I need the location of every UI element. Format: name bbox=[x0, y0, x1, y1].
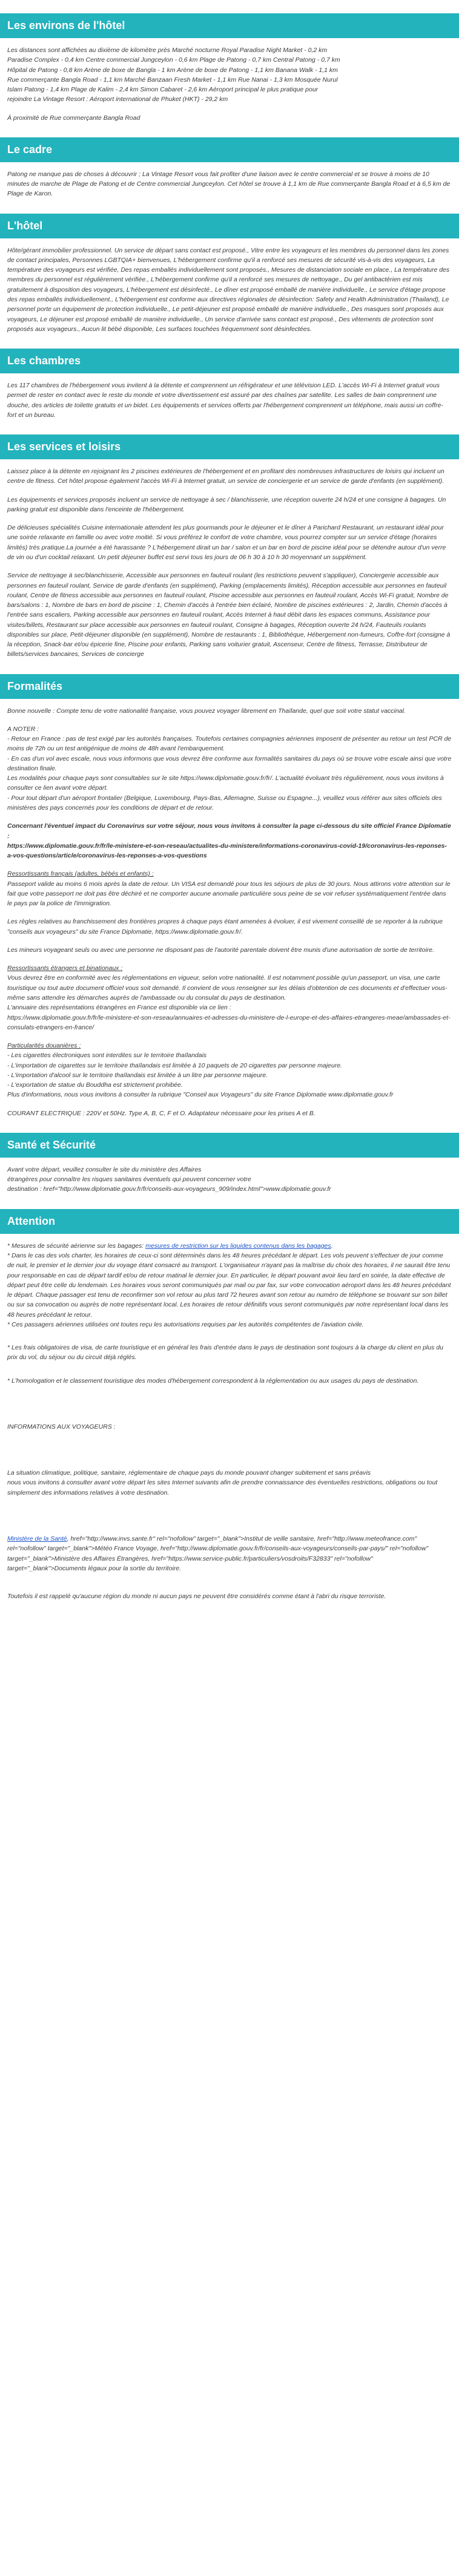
services-text-1: Laissez place à la détente en rejoignant les 2 piscines extérieures de l'hébergement et en profitant des nombreuses infrastructures de loisirs qui incluent un centre de fitness. Cet hôtel propose également l'accès Wi-Fi à Internet gratuit, un service de conciergerie et un service de garde d'enfants (en supplément). bbox=[7, 468, 444, 485]
sante-header: Santé et Sécurité bbox=[0, 1133, 459, 1158]
attention-text-6 bbox=[7, 1534, 452, 1573]
attention-links-text: , href="http://www.invs.sante.fr" rel="nofollow" target="_blank">Institut de veille sanitaire, href="http://www.meteofrance.com" rel="nofollow" target="_blank">Météo France Voyage, href="http://www.diplomatie.gouv.fr/fr/conseils-aux-voyageurs/conseils-par-pays/" rel="nofollow" target="_blank">Ministère des Affaires Étrangères, href="https://www.service-public.fr/particuliers/vosdroits/F32833" rel="nofollow" target="_blank">Documents légaux pour la sortie du territoire. bbox=[7, 1535, 429, 1572]
attention-text-5: La situation climatique, politique, sanitaire, réglementaire de chaque pays du monde pouvant changer subitement et sans préavis nous vous invitons à consulter avant votre départ les sites Internet suivants afin de prendre connaissance des éventuelles restrictions, obligations ou tout simplement des informations relatives à votre destination. bbox=[7, 1469, 438, 1496]
formalites-text-2: A NOTER : - Retour en France : pas de test exigé par les autorités françaises. Toutefois certaines compagnies aériennes imposent de présenter au retour un test PCR de moins de 72h ou un test antigénique de moins de 48h avant l'embarquement. - En cas d'un vol avec escale, nous vous informons que vous devrez être conforme aux formalités sanitaires du pays où se trouve votre escale ainsi que votre destination finale. Les modalités pour chaque pays sont consultables sur le site https://www.diplomatie.gouv.fr/fr/. L'actualité évoluant très régulièrement, nous vous invitons à consulter ce lien avant votre départ. - Pour tout départ d'un aéroport frontalier (Belgique, Luxembourg, Pays-Bas, Allemagne, Suisse ou Espagne...), veuillez vous référer aux sites officiels des ministères des pays concernés pour les conditions de départ et de retour. bbox=[7, 725, 452, 812]
attention-security-prefix: * Mesures de sécurité aérienne sur les bagages: bbox=[7, 1242, 146, 1250]
services-header: Les services et loisirs bbox=[0, 434, 459, 459]
chambres-header: Les chambres bbox=[0, 349, 459, 373]
formalites-customs-block bbox=[7, 1041, 452, 1100]
attention-text-4: INFORMATIONS AUX VOYAGEURS : bbox=[7, 1423, 116, 1431]
formalites-foreign-block bbox=[7, 963, 452, 1032]
formalites-foreign-heading: Ressortissants étrangers et binationaux : bbox=[7, 965, 123, 972]
hotel-section bbox=[0, 214, 459, 334]
hotel-content bbox=[0, 246, 459, 334]
chambres-content bbox=[0, 381, 459, 420]
attention-text-1 bbox=[7, 1241, 452, 1329]
sante-text: Avant votre départ, veuillez consulter le site du ministère des Affaires étrangères pour connaître les risques sanitaires éventuels qui peuvent concerner votre destination : href="http://www.diplomatie.gouv.fr/fr/conseils-aux-voyageurs_909/index.html">www.diplomatie.gouv.fr bbox=[7, 1165, 331, 1193]
formalites-text-6: Les mineurs voyageant seuls ou avec une personne ne disposant pas de l'autorité parentale doivent être munis d'une autorisation de sortie de territoire. bbox=[7, 946, 435, 954]
formalites-header: Formalités bbox=[0, 674, 459, 699]
environs-distances: Les distances sont affichées au dixième de kilomètre près Marché nocturne Royal Paradise Night Market - 0,2 km Paradise Complex - 0,4 km Centre commercial Jungceylon - 0,6 km Plage de Patong - 0,7 km Central Patong - 0,7 km Hôpital de Patong - 0,8 km Arène de boxe de Bangla - 1 km Arène de boxe de Patong - 1,1 km Banana Walk - 1,1 km Rue commerçante Bangla Road - 1,1 km Marché Banzaan Fresh Market - 1,1 km Rue Nanai - 1,3 km Mosquée Nurul Islam Patong - 1,4 km Plage de Kalim - 2,4 km Simon Cabaret - 2,6 km Aéroport principal le plus pratique pour rejoindre La Vintage Resort : Aéroport international de Phuket (HKT) - 29,2 km bbox=[7, 47, 340, 103]
formalites-covid-notice: Concernant l'éventuel impact du Coronavirus sur votre séjour, nous vous invitons à consulter la page ci-dessous du site officiel France Diplomatie : https://www.diplomatie.gouv.fr/fr/le-ministere-et-son-reseau/actualites-du-ministere/informations-coronavirus-covid-19/coronavirus-les-reponses-a-vos-questions/article/coronavirus-les-reponses-a-vos-questions bbox=[7, 822, 451, 860]
sante-section bbox=[0, 1133, 459, 1195]
environs-section bbox=[0, 13, 459, 123]
formalites-french-heading: Ressortissants français (adultes, bébés et enfants) : bbox=[7, 870, 154, 878]
formalites-customs-text: - Les cigarettes électroniques sont interdites sur le territoire thaïlandais - L'importation de cigarettes sur le territoire thaïlandais est limitée à 10 paquets de 20 cigarettes par personne majeure. - L'importation d'alcool sur le territoire thaïlandais est limitée à un litre par personne majeure. - L'exportation de statue du Bouddha est strictement prohibée. Plus d'informations, nous vous invitons à consulter la rubrique "Conseil aux Voyageurs" du site France Diplomatie www.diplomatie.gouv.fr bbox=[7, 1052, 394, 1099]
cadre-content bbox=[0, 169, 459, 199]
services-text-4: Service de nettoyage à sec/blanchisserie, Accessible aux personnes en fauteuil roulant (les restrictions peuvent s'appliquer), Conciergerie accessible aux personnes en fauteuil roulant, Service de garde d'enfants (en supplément), Parking (emplacements limités), Réception accessible aux personnes en fauteuil roulant, Centre de fitness accessible aux personnes en fauteuil roulant, Piscine accessible aux personnes en fauteuil roulant, Accès Wi-Fi gratuit, Nombre de bars/salons : 1, Nombre de bars en bord de piscine : 1, Chemin d'accès à l'entrée bien éclairé, Nombre de piscines extérieures : 2, Jardin, Chemin d'accès à l'entrée sans escaliers, Parking accessible aux personnes en fauteuil roulant, Accès Internet à haut débit dans les espaces communs, Assistance pour visites/billets, Restaurant sur place accessible aux personnes en fauteuil roulant, Consigne à bagages, Réception ouverte 24 h/24, Fauteuils roulants disponibles sur place, Petit-déjeuner disponible (en supplément), Nombre de restaurants : 1, Bibliothèque, Hébergement non-fumeurs, Coffre-fort (consigne à la réception, Snack-bar et/ou épicerie fine, Piscine pour enfants, Parking sans voiturier gratuit, Ascenseur, Centre de fitness, Terrasse, Distributeur de billets/services bancaires, Services de concierge bbox=[7, 572, 451, 658]
attention-section bbox=[0, 1209, 459, 1602]
cadre-text: Patong ne manque pas de choses à découvrir ; La Vintage Resort vous fait profiter d'une liaison avec le centre commercial et se trouve à moins de 10 minutes de marche de Plage de Patong et de Centre commercial Jungceylon. Cet hôtel se trouve à 1,1 km de Rue commerçante Bangla Road et à 6,5 km de Plage de Karon. bbox=[7, 170, 451, 198]
attention-content bbox=[0, 1241, 459, 1602]
cadre-section bbox=[0, 137, 459, 199]
formalites-customs-heading: Particularités douanières : bbox=[7, 1042, 81, 1050]
liquids-restriction-link[interactable]: mesures de restriction sur les liquides contenus dans les bagages bbox=[145, 1242, 331, 1250]
attention-text-7: Toutefois il est rappelé qu'aucune région du monde ni aucun pays ne peuvent être considérés comme étant à l'abri du risque terroriste. bbox=[7, 1593, 386, 1601]
chambres-section bbox=[0, 349, 459, 420]
hotel-header: L'hôtel bbox=[0, 214, 459, 238]
formalites-text-1: Bonne nouvelle : Compte tenu de votre nationalité française, vous pouvez voyager librement en Thaïlande, quel que soit votre statut vaccinal. bbox=[7, 707, 406, 715]
services-text-2: Les équipements et services proposés incluent un service de nettoyage à sec / blanchisserie, une réception ouverte 24 h/24 et une consigne à bagages. Un parking gratuit est disponible dans l'enceinte de l'hébergement. bbox=[7, 496, 446, 513]
environs-content bbox=[0, 45, 459, 123]
formalites-foreign-text: Vous devrez être en conformité avec les réglementations en vigueur, selon votre nationalité. Il est notamment possible qu'un passeport, un visa, une carte touristique ou tout autre document officiel vous soit demandé. Il convient de vous renseigner sur les délais d'obtention de ces documents et d'effectuer vous-même sans attendre les démarches auprès de l'ambassade ou du consulat du pays de destination. L'annuaire des représentations étrangères en France est disponible via ce lien : https://www.diplomatie.gouv.fr/fr/le-ministere-et-son-reseau/annuaires-et-adresses-du-ministere-de-l-europe-et-des-affaires-etrangeres-meae/ambassades-et-consulats-etrangers-en-france/ bbox=[7, 974, 451, 1031]
formalites-content bbox=[0, 706, 459, 1118]
formalites-section bbox=[0, 674, 459, 1118]
sante-content bbox=[0, 1165, 459, 1195]
attention-header: Attention bbox=[0, 1209, 459, 1234]
hotel-info-page bbox=[0, 13, 459, 1601]
environs-header: Les environs de l'hôtel bbox=[0, 13, 459, 38]
formalites-french-block bbox=[7, 869, 452, 908]
formalites-french-text: Passeport valide au moins 6 mois après la date de retour. Un VISA est demandé pour tous les séjours de plus de 30 jours. Nous attirons votre attention sur le fait que votre passeport ne doit pas être déchiré et ne comporter aucune anomalie particulière sous peine de se voir refuser systématiquement l'entrée dans le pays par la police de l'immigration. bbox=[7, 880, 451, 908]
ministere-sante-link[interactable]: Ministère de la Santé bbox=[7, 1535, 67, 1542]
attention-charter-text: . * Dans le cas des vols charter, les horaires de ceux-ci sont déterminés dans les 48 heures précédant le départ. Les vols peuvent s'effectuer de jour comme de nuit, le premier et le dernier jour du voyage étant consacré au transport. L'organisateur n'ayant pas la maîtrise du choix des horaires, il ne saurait être tenu pour responsable en cas de départ tardif et/ou de retour matinal le dernier jour. En particulier, le départ pouvant avoir lieu tard en soirée, la date effective de départ peut être celle du lendemain. Les horaires vous seront communiqués par mail ou par fax, sur votre convocation aéroport dans les 48 heures précédant le départ. Chaque passager est tenu de reconfirmer son vol retour au plus tard 72 heures avant son retour au numéro de téléphone se trouvant sur son billet ou sur sa convocation ou auprès de notre représentant local. Les horaires de retour définitifs vous seront communiqués par notre représentant local dans les 48 heures précédant le retour. * Ces passagers aériennes utilisées ont toutes reçu les autorisations requises par les autorités compétentes de l'aviation civile. bbox=[7, 1242, 451, 1328]
formalites-electric: COURANT ELECTRIQUE : 220V et 50Hz. Type A, B, C, F et O. Adaptateur nécessaire pour les prises A et B. bbox=[7, 1109, 315, 1117]
attention-text-2: * Les frais obligatoires de visa, de carte touristique et en général les frais d'entrée dans le pays de destination sont toujours à la charge du client en plus du prix du vol, du séjour ou du circuit déjà réglés. bbox=[7, 1344, 443, 1362]
services-content bbox=[0, 467, 459, 660]
environs-proximity: À proximité de Rue commerçante Bangla Road bbox=[7, 114, 140, 122]
hotel-text: Hôte/gérant immobilier professionnel. Un service de départ sans contact est proposé., Vitre entre les voyageurs et les membres du personnel dans les zones de contact principales, Personnes LGBTQIA+ bienvenues, L'hébergement confirme qu'il a renforcé ses mesures de sécurité vis-à-vis des voyageurs, La température des voyageurs est vérifiée, Des repas emballés individuellement sont proposés., Mesures de distanciation sociale en place., La température des membres du personnel est régulièrement vérifiée., L'hébergement confirme qu'il a renforcé ses mesures de nettoyage., Du gel antibactérien est mis gratuitement à disposition des voyageurs, L'hébergement est désinfecté., Le dîner est proposé emballé de manière individuelle., Le service d'étage propose des repas emballés individuellement., L'hébergement est conforme aux directives régionales de désinfection: Safety and Health Administration (Thailand), Le personnel porte un équipement de protection individuelle., Le petit-déjeuner est proposé emballé de manière individuelle., Des masques sont proposés aux voyageurs, Le déjeuner est proposé emballé de manière individuelle., Un service d'arrivée sans contact est proposé., Des vêtements de protection sont proposés aux voyageurs., Aucun lit bébé disponible, Les surfaces touchées fréquemment sont désinfectées. bbox=[7, 246, 450, 333]
cadre-header: Le cadre bbox=[0, 137, 459, 162]
services-section bbox=[0, 434, 459, 660]
attention-text-3: * L'homologation et le classement touristique des modes d'hébergement correspondent à la réglementation ou aux usages du pays de destination. bbox=[7, 1377, 419, 1385]
formalites-text-5: Les règles relatives au franchissement des frontières propres à chaque pays étant amenées à évoluer, il est vivement conseillé de se reporter à la rubrique "conseils aux voyageurs" du site France Diplomatie, https://www.diplomatie.gouv.fr/. bbox=[7, 918, 443, 936]
services-text-3: De délicieuses spécialités Cuisine internationale attendent les plus gourmands pour le déjeuner et le dîner à Parichard Restaurant, un restaurant idéal pour une soirée relaxante en famille ou avec votre moitié. Si vous préférez le confort de votre chambre, vous pourrez compter sur un service d'étage (horaires limités) très pratique.La journée a été harassante ? L'hébergement dirait un bar / salon et un bar en bord de piscine idéal pour se détendre autour d'un verre de vin ou d'un cocktail relaxant. Un petit déjeuner buffet est servi tous les jours de 06 h 30 à 10 h 30 moyennant un supplément. bbox=[7, 524, 446, 561]
chambres-text: Les 117 chambres de l'hébergement vous invitent à la détente et comprennent un réfrigérateur et une télévision LED. L'accès Wi-Fi à Internet gratuit vous permet de rester en contact avec le reste du monde et votre divertissement est assuré par des chaînes par satellite. Les salles de bain comprennent une douche, des articles de toilette gratuits et un bidet. Les équipements et services offerts par l'hébergement comprennent un téléphone, mais aussi un coffre-fort et un bureau. bbox=[7, 382, 443, 419]
